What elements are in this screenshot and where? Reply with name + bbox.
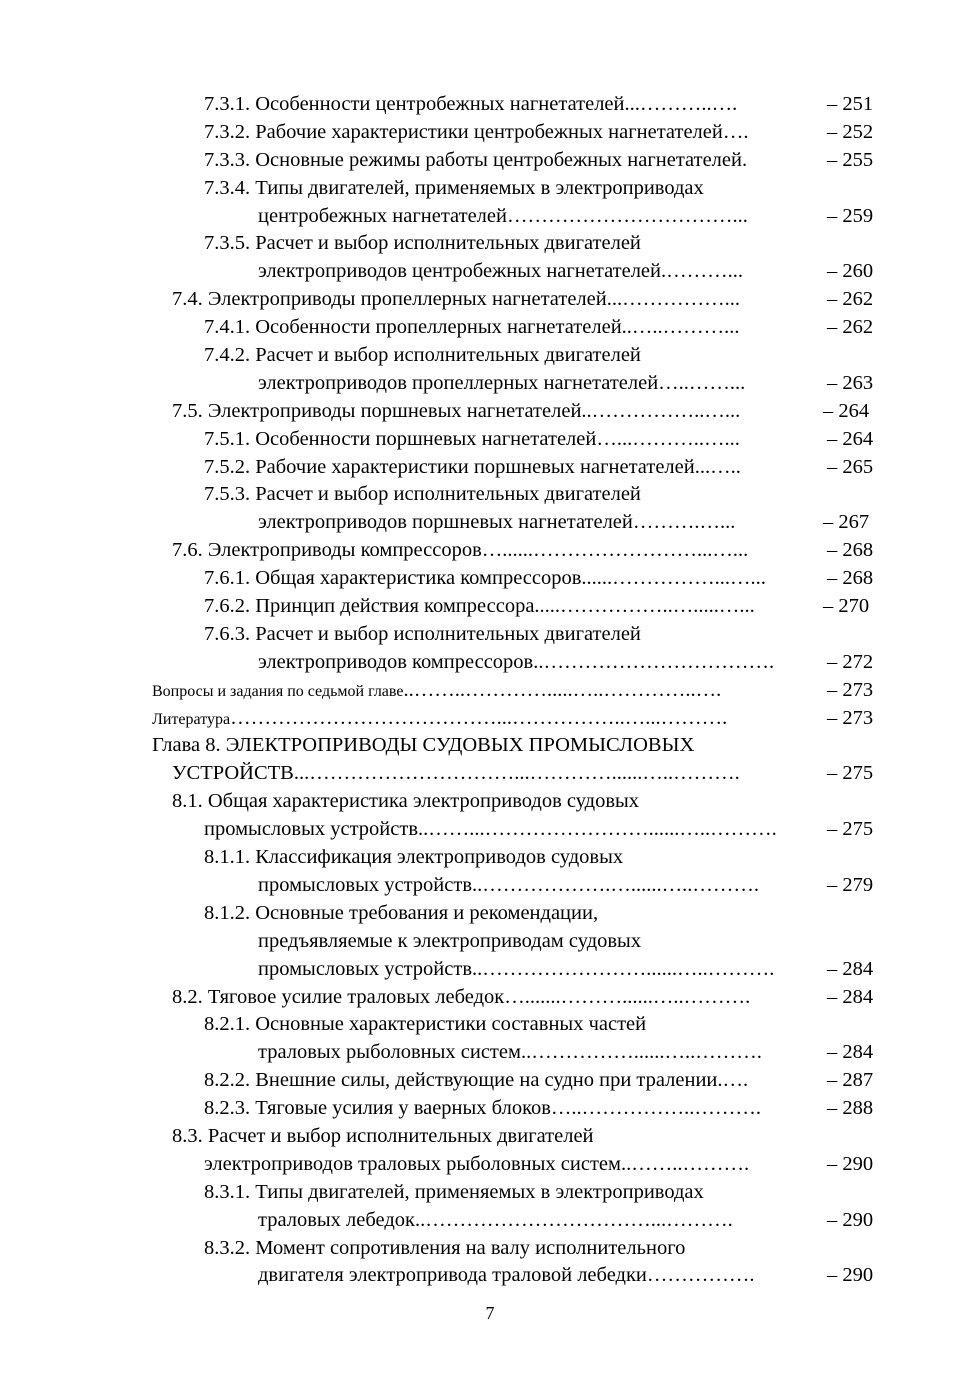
toc-entry (0, 1179, 980, 1207)
toc-entry-title: 7.3.5. Расчет и выбор исполнительных двигателей (204, 232, 641, 255)
toc-entry (0, 1095, 980, 1123)
toc-entry-page: – 272 (827, 650, 874, 673)
toc-entry-page: – 262 (827, 288, 874, 311)
toc-entry-title: промысловых устройств..……………….…......…..………. (258, 873, 759, 896)
toc-entry-title: Глава 8. ЭЛЕКТРОПРИВОДЫ СУДОВЫХ ПРОМЫСЛОВЫХ (152, 734, 695, 757)
toc-entry-title: 7.4. Электроприводы пропеллерных нагнетателей...……………... (172, 288, 740, 311)
toc-entry-page: – 260 (827, 260, 874, 283)
toc-entry-title: предъявляемые к электроприводам судовых (258, 929, 642, 952)
toc-entry-title: двигателя электропривода траловой лебедки……………. (258, 1264, 755, 1287)
toc-entry-continuation (0, 1207, 980, 1235)
toc-entry-title: электроприводов центробежных нагнетателей.………... (258, 260, 744, 283)
toc-entry (0, 1011, 980, 1039)
toc-entry-title: 7.6. Электроприводы компрессоров…......……………………...…... (172, 539, 749, 562)
toc-entry (0, 593, 980, 621)
toc-section-continuation (0, 816, 980, 844)
toc-entry-title: 8.2.2. Внешние силы, действующие на судно при тралении.…. (204, 1069, 749, 1092)
toc-entry-continuation (0, 258, 980, 286)
toc-entry-title: 8.2.3. Тяговые усилия у ваерных блоков…..……………..………. (204, 1097, 762, 1120)
toc-entry-page: – 275 (827, 762, 874, 785)
toc-section (0, 286, 980, 314)
toc-chapter-continuation (0, 760, 980, 788)
toc-entry-page: – 284 (827, 957, 874, 980)
toc-entry-title: 8.1. Общая характеристика электроприводов судовых (172, 790, 640, 813)
toc-section (0, 398, 980, 426)
toc-entry-title: 7.5.2. Рабочие характеристики поршневых нагнетателей...….. (204, 455, 741, 478)
toc-entry-title: Литература…………………………………...……………..…...………. (152, 706, 728, 729)
toc-section (0, 788, 980, 816)
toc-entry-page: – 255 (827, 148, 874, 171)
toc-entry-continuation (0, 956, 980, 984)
toc-entry-title: 7.4.1. Особенности пропеллерных нагнетателей..…..………... (204, 316, 740, 339)
toc-entry-title: 7.6.2. Принцип действия компрессора.....……………..….....…... (204, 595, 755, 618)
toc-entry-title: 8.3.1. Типы двигателей, применяемых в электроприводах (204, 1180, 704, 1203)
toc-entry-title: траловых рыболовных систем..……………......…..………. (258, 1041, 762, 1064)
toc-entry (0, 900, 980, 928)
toc-entry (0, 844, 980, 872)
toc-entry-title: 8.1.1. Классификация электроприводов судовых (204, 846, 624, 869)
toc-chapter (0, 732, 980, 760)
toc-entry (0, 481, 980, 509)
toc-entry-title: 7.4.2. Расчет и выбор исполнительных двигателей (204, 344, 641, 367)
toc-entry (0, 1235, 980, 1263)
toc-entry-title: 7.3.1. Особенности центробежных нагнетателей...………..…. (204, 93, 738, 115)
toc-entry-title: УСТРОЙСТВ...…………………………...…………......…..………. (172, 762, 740, 785)
toc-entry-page: – 270 (823, 595, 870, 618)
toc-entry-title: 7.6.1. Общая характеристика компрессоров......……………...…... (204, 567, 766, 590)
toc-entry-continuation (0, 509, 980, 537)
toc-entry (0, 426, 980, 454)
toc-entry-title: Вопросы и задания по седьмой главе..……..………….....…..…………..…. (152, 678, 722, 701)
toc-entry-page: – 290 (827, 1264, 874, 1287)
table-of-contents (0, 91, 980, 1290)
toc-entry-title: 7.6.3. Расчет и выбор исполнительных двигателей (204, 622, 641, 645)
toc-entry-page: – 264 (827, 427, 874, 450)
toc-entry (0, 119, 980, 147)
toc-section (0, 537, 980, 565)
toc-entry-continuation (0, 370, 980, 398)
toc-entry-page: – 265 (827, 455, 874, 478)
toc-entry (0, 314, 980, 342)
toc-entry-title: электроприводов поршневых нагнетателей……….…... (258, 511, 736, 534)
toc-entry-page: – 267 (823, 511, 870, 534)
toc-entry-page: – 263 (827, 371, 874, 394)
toc-section (0, 1123, 980, 1151)
toc-entry (0, 175, 980, 203)
toc-entry-page: – 262 (827, 316, 874, 339)
toc-entry (0, 91, 980, 119)
toc-entry-page: – 290 (827, 1152, 874, 1175)
toc-entry-title: 8.3.2. Момент сопротивления на валу исполнительного (204, 1236, 686, 1259)
toc-entry-page: – 268 (827, 567, 874, 590)
toc-entry-page: – 252 (827, 120, 874, 143)
toc-entry (0, 454, 980, 482)
toc-entry (0, 621, 980, 649)
toc-entry-title: траловых лебедок..……………………………...………. (258, 1208, 733, 1231)
toc-entry (0, 230, 980, 258)
toc-entry-title: 7.5. Электроприводы поршневых нагнетателей..……………..…... (172, 399, 741, 422)
toc-entry-title: промысловых устройств..……………………......…..………. (258, 957, 775, 980)
toc-entry-continuation (0, 1039, 980, 1067)
toc-entry-continuation (0, 203, 980, 231)
toc-entry-page: – 290 (827, 1208, 874, 1231)
toc-entry (0, 1067, 980, 1095)
toc-entry-page: – 264 (823, 399, 870, 422)
toc-entry-title: 8.1.2. Основные требования и рекомендации, (204, 901, 599, 924)
toc-entry-title: электроприводов компрессоров..……………………………. (258, 650, 775, 673)
toc-section (0, 984, 980, 1012)
toc-entry-continuation (0, 872, 980, 900)
toc-entry (0, 342, 980, 370)
toc-entry-title: промысловых устройств..……...……………………......…..………. (204, 818, 777, 841)
toc-entry-page: – 251 (827, 93, 874, 115)
toc-entry-title: электроприводов пропеллерных нагнетателей…..……... (258, 371, 746, 394)
toc-entry-page: – 288 (827, 1097, 874, 1120)
toc-entry-page: – 273 (827, 706, 874, 729)
toc-entry-title: 8.2.1. Основные характеристики составных частей (204, 1013, 647, 1036)
toc-entry-continuation (0, 649, 980, 677)
toc-entry-page: – 279 (827, 873, 874, 896)
toc-entry-title: 7.3.4. Типы двигателей, применяемых в электроприводах (204, 176, 704, 199)
toc-entry-title: 8.2. Тяговое усилие траловых лебедок….......………......…..………. (172, 985, 751, 1008)
toc-entry-continuation (0, 928, 980, 956)
toc-entry-title: 7.5.1. Особенности поршневых нагнетателей…...………..…... (204, 427, 740, 450)
toc-entry-continuation (0, 1262, 980, 1290)
toc-chapter-extra (0, 705, 980, 733)
toc-entry (0, 147, 980, 175)
toc-entry (0, 565, 980, 593)
toc-entry-page: – 287 (827, 1069, 874, 1092)
toc-entry-page: – 273 (827, 678, 874, 701)
toc-entry-page: – 268 (827, 539, 874, 562)
toc-entry-page: – 275 (827, 818, 874, 841)
toc-entry-title: 7.3.2. Рабочие характеристики центробежных нагнетателей…. (204, 120, 749, 143)
toc-entry-title: 7.5.3. Расчет и выбор исполнительных двигателей (204, 483, 641, 506)
toc-entry-title: 7.3.3. Основные режимы работы центробежных нагнетателей. (204, 148, 748, 171)
toc-entry-page: – 284 (827, 985, 874, 1008)
toc-entry-page: – 284 (827, 1041, 874, 1064)
toc-entry-title: центробежных нагнетателей……………………………... (258, 204, 748, 227)
toc-entry-title: электроприводов траловых рыболовных систем..……..………. (204, 1152, 750, 1175)
toc-entry-title: 8.3. Расчет и выбор исполнительных двигателей (172, 1124, 594, 1147)
toc-entry-page: – 259 (827, 204, 874, 227)
toc-section-continuation (0, 1151, 980, 1179)
page-number: 7 (485, 1303, 495, 1323)
toc-chapter-extra (0, 677, 980, 705)
